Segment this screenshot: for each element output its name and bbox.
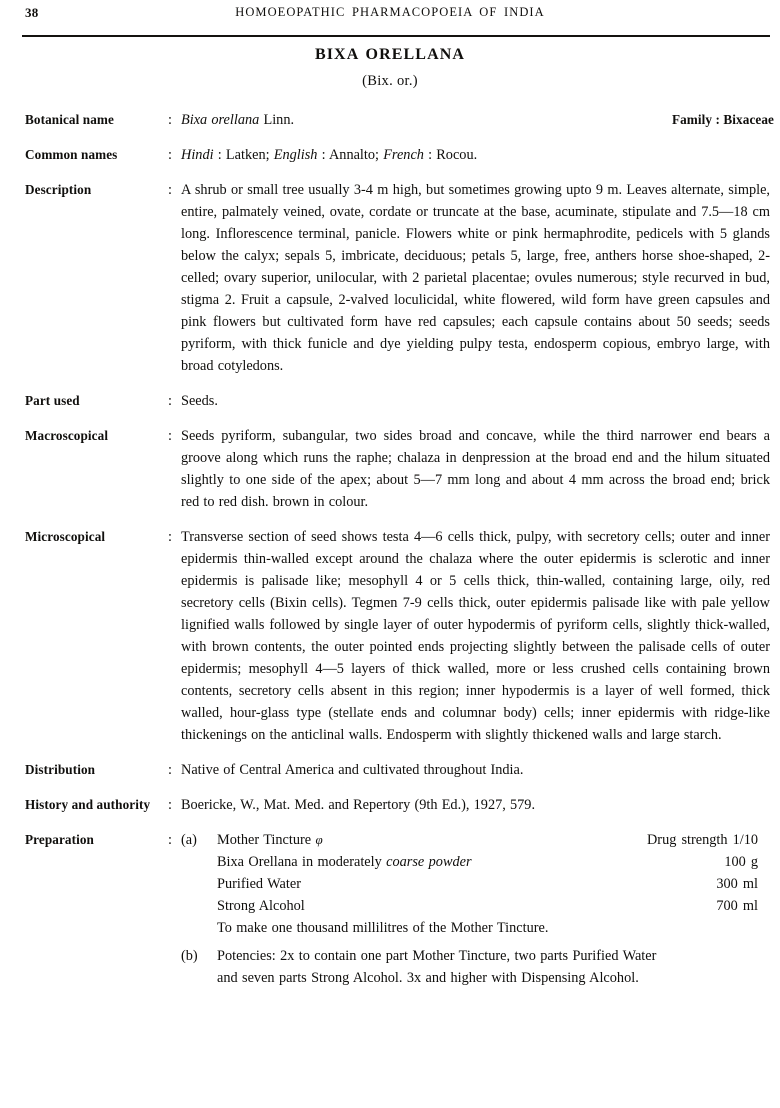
title-block — [0, 46, 780, 90]
item-marker-b: (b) — [181, 948, 198, 964]
species-authority: Linn. — [259, 112, 295, 128]
header-rule — [22, 35, 770, 37]
item-b-text — [217, 945, 770, 989]
family-note: Family : Bixaceae — [664, 109, 774, 131]
language-hindi: Hindi — [181, 147, 214, 163]
entry-value: A shrub or small tree usually 3-4 m high, but sometimes growing upto 9 m. Leaves alternate, simple, entire, palmately veined, ovate, cordate or truncate at the base, acuminate, stipulate and 7.5—18 cm long. Inflorescence terminal, panicle. Flowers white or pink hermaphrodite, pedicels with 5 glands below the calyx; sepals 5, imbricate, deciduous; petals 5, large, free, anthers horse shoe-shaped, 2-celled; ovary superior, unilocular, with 2 parietal placentae; ovules numerous; style recurved in bud, stigma 2. Fruit a capsule, 2-valved loculicidal, white flowered, wild form have green capsules and pink flowers but cultivated form have red capsules; each capsule contains about 50 seeds; seeds pyriform, with thick funicle and dye yielding pulpy testa, endosperm copious, embryo large, with broad cotyledons. — [181, 182, 770, 374]
ingredient-name: Strong Alcohol — [217, 898, 305, 914]
language-english: English — [273, 147, 318, 163]
entry-colon: : — [168, 762, 172, 778]
ingredient-amount: 700 ml — [716, 898, 758, 914]
entry-label: Part used — [25, 393, 80, 408]
entry-colon: : — [168, 797, 172, 813]
entry-description — [0, 179, 780, 377]
entry-value: Boericke, W., Mat. Med. and Repertory (9th Ed.), 1927, 579. — [181, 797, 536, 813]
drug-abbreviation: (Bix. or.) — [362, 73, 418, 89]
entry-label: Botanical name — [25, 112, 114, 127]
potencies-line-2: and seven parts Strong Alcohol. 3x and higher with Dispensing Alcohol. — [217, 970, 639, 986]
entry-colon: : — [168, 393, 172, 409]
ingredient-1-text: Bixa Orellana in moderately — [217, 854, 387, 870]
entry-value: Transverse section of seed shows testa 4—6 cells thick, pulpy, with secretory cells; outer and inner epidermis thin-walled except around the chalaza where the outer epidermis is sclerotic and inner epidermis is palisade like; mesophyll 4 or 5 cells thick, thin-walled, containing large, oily, red secretory cells (Bixin cells). Tegmen 7-9 cells thick, outer epidermis palisade like with pale yellow lignified walls followed by single layer of outer hypodermis of pyriform cells, slightly thick-walled, with brown contents, the outer pointed ends projecting slightly between the palisade cells of outer epidermis; mesophyll 4—5 layers of thick walled, more or less crushed cells containing brown contents, secretory cells absent in this region; inner hypodermis is a layer of well formed, thick walled, hour-glass type (stellate ends and columnar body) cells; inner epidermis with ridge-like thickenings on the anticlinal walls. Endosperm with slightly thickened walls and large starch. — [181, 529, 770, 743]
common-name-hindi: : Latken; — [213, 147, 274, 163]
phi-symbol: φ — [315, 832, 323, 847]
entry-microscopical — [0, 526, 780, 746]
common-name-english: : Annalto; — [317, 147, 384, 163]
common-name-french: : Rocou. — [423, 147, 478, 163]
ingredient-amount: 100 g — [724, 854, 758, 870]
mother-tincture-label: Mother Tincture — [217, 832, 316, 848]
entry-label: Distribution — [25, 762, 96, 777]
species-name: Bixa orellana — [181, 112, 260, 128]
running-head — [0, 0, 780, 30]
monograph-entries — [0, 109, 780, 989]
drug-title: BIXA ORELLANA — [314, 46, 466, 63]
item-marker-a: (a) — [181, 832, 197, 848]
ingredient-name — [217, 851, 770, 873]
entry-botanical-name — [0, 109, 780, 131]
entry-label: History and authority — [25, 797, 151, 812]
entry-history-and-authority — [0, 794, 780, 816]
entry-label: Common names — [25, 147, 118, 162]
language-french: French — [383, 147, 424, 163]
ingredient-amount: 300 ml — [716, 876, 758, 892]
ingredient-name: Purified Water — [217, 876, 301, 892]
entry-common-names — [0, 144, 780, 166]
preparation-make-note — [217, 917, 770, 939]
entry-label: Description — [25, 182, 92, 197]
entry-colon: : — [168, 112, 172, 128]
entry-value — [181, 144, 780, 166]
page-number: 38 — [25, 5, 39, 20]
entry-value — [181, 829, 780, 989]
make-note-text: To make one thousand millilitres of the Mother Tincture. — [217, 920, 549, 936]
entry-macroscopical — [0, 425, 780, 513]
entry-colon: : — [168, 529, 172, 545]
entry-value: Seeds. — [181, 393, 218, 409]
entry-label: Microscopical — [25, 529, 106, 544]
entry-value: Native of Central America and cultivated throughout India. — [181, 762, 524, 778]
entry-value: Seeds pyriform, subangular, two sides broad and concave, while the third narrower end bears a groove along which runs the raphe; chalaza in denpression at the broad end and the hilum situated slightly to one side of the apex; about 5—7 mm long and about 4 mm across the broad end; brick red to red dish. brown in colour. — [181, 428, 770, 510]
preparation-item-b — [181, 945, 770, 989]
entry-preparation — [0, 829, 780, 989]
coarse-powder-italic: coarse powder — [386, 854, 472, 870]
entry-part-used — [0, 390, 780, 412]
entry-colon: : — [168, 428, 172, 444]
running-title: HOMOEOPATHIC PHARMACOPOEIA OF INDIA — [235, 5, 545, 19]
entry-colon: : — [168, 832, 172, 848]
potencies-line-1: Potencies: 2x to contain one part Mother Tincture, two parts Purified Water — [217, 948, 657, 964]
preparation-item-a — [181, 829, 770, 851]
entry-colon: : — [168, 182, 172, 198]
entry-distribution — [0, 759, 780, 781]
preparation-ingredient-2 — [217, 873, 770, 895]
entry-label: Macroscopical — [25, 428, 109, 443]
entry-colon: : — [168, 147, 172, 163]
drug-strength-value: Drug strength 1/10 — [646, 832, 758, 848]
preparation-ingredient-1 — [217, 851, 770, 873]
entry-label: Preparation — [25, 832, 94, 847]
preparation-ingredient-3 — [217, 895, 770, 917]
